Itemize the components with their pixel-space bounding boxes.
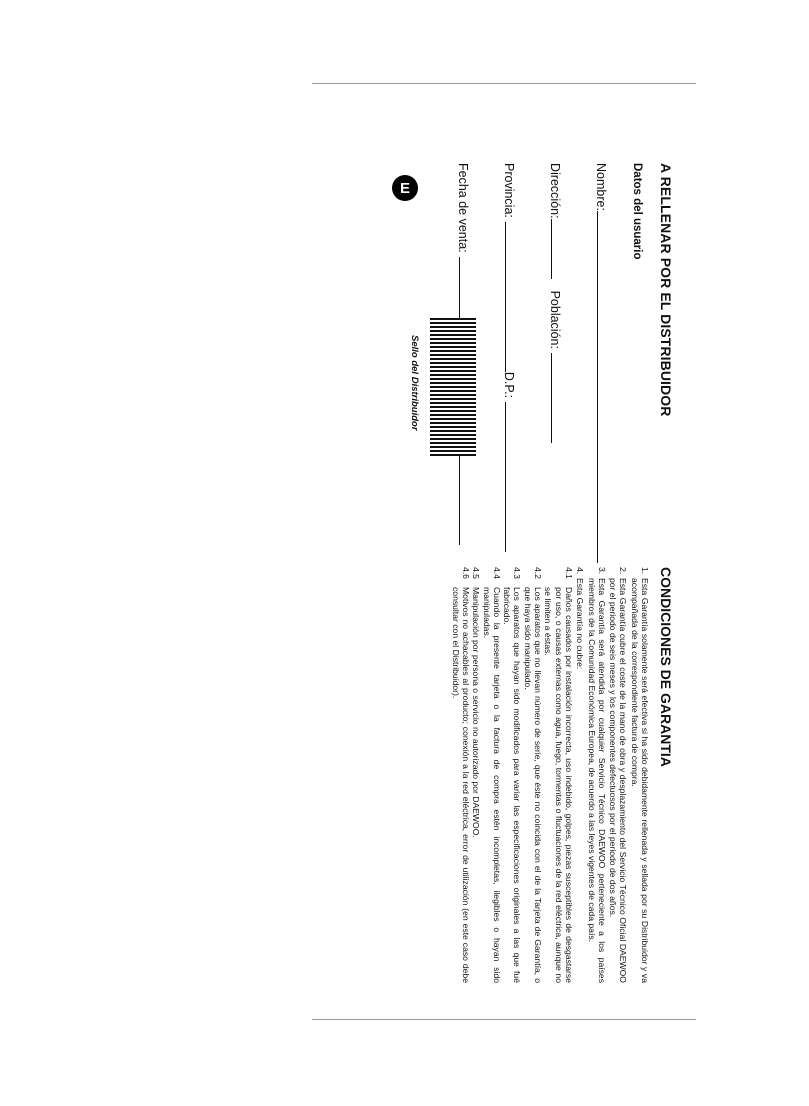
bottom-rule (312, 1019, 696, 1020)
exclusion-item: 4.2 Los aparatos que no llevan número de serie, que éste no coincida con el de la Tarjeta de Garantía, o que haya sido manipulado. (522, 567, 544, 983)
province-line[interactable] (505, 222, 507, 372)
name-label: Nombre: (594, 163, 608, 211)
postcode-line[interactable] (505, 402, 507, 552)
exclusion-item: 4.4 Cuando la presente tarjeta o la factura de compra estén incompletas, ilegibles o hayan sido manipuladas. (481, 567, 502, 983)
exclusion-item: 4.3 Los aparatos que hayan sido modificados para variar las especificaciones originales a las que fué fabricado. (502, 567, 523, 983)
address-line[interactable] (551, 219, 553, 279)
language-badge: E (392, 175, 418, 201)
town-line[interactable] (551, 353, 553, 443)
exclusion-item: 4.5 Manipulación por persona o servicio no autorizado por DAEWOO. (471, 567, 482, 838)
warranty-conditions (388, 567, 688, 983)
form-title: A RELLENAR POR EL DISTRIBUIDOR (658, 163, 674, 417)
condition-item: 3. Esta Garantía será atendida por cualquier Servicio Técnico DAEWOO perteneciente a los países miembros de la Comunidad Económica Europea, de acuerdo a las leyes vigentes de cada país. (586, 567, 607, 983)
condition-item: 4. Esta Garantía no cubre: (575, 567, 586, 670)
postcode-label: D.P.: (502, 371, 516, 399)
top-rule (312, 83, 696, 84)
province-label: Provincia: (502, 163, 516, 218)
conditions-title: CONDICIONES DE GARANTIA (658, 567, 674, 767)
warranty-card (388, 145, 688, 985)
sale-date-label: Fecha de venta: (456, 163, 470, 253)
town-label: Población: (548, 290, 562, 349)
distributor-form (388, 163, 688, 563)
province-field[interactable] (502, 163, 516, 552)
stamp-label: Sello del Distribuidor (409, 335, 420, 431)
name-field[interactable] (594, 163, 608, 563)
address-field[interactable] (548, 163, 562, 443)
address-label: Dirección: (548, 163, 562, 219)
exclusion-item: 4.6 Motivos no achacables al producto; conexión a la red eléctrica, error de utilización (en este caso debe consultar con el Distribuidor). (450, 567, 471, 983)
conditions-list (450, 567, 650, 983)
condition-item: 2. Esta Garantía cubre el coste de la mano de obra y desplazamiento del Servicio Técnico Oficial DAEWOO por el periodo de seis meses y los componentes defectuosos por el periodo de dos años. (608, 567, 629, 983)
user-data-heading: Datos del usuario (631, 163, 643, 260)
name-line[interactable] (597, 211, 599, 563)
distributor-stamp-area (430, 318, 476, 456)
exclusion-item: 4.1 Daños causados por instalación incorrecta, uso indebido, golpes, piezas susceptibles de desgastarse por uso, o causas externas como agua, fuego, tormentas o fluctuaciones de la red eléctrica, aunque no se limiten a éstas. (543, 567, 574, 983)
condition-item: 1. Esta Garantía solamente será efectiva si ha sido debidamente rellenada y sellada por su Distribuidor y va acompañada de la correspondiente factura de compra. (629, 567, 650, 983)
